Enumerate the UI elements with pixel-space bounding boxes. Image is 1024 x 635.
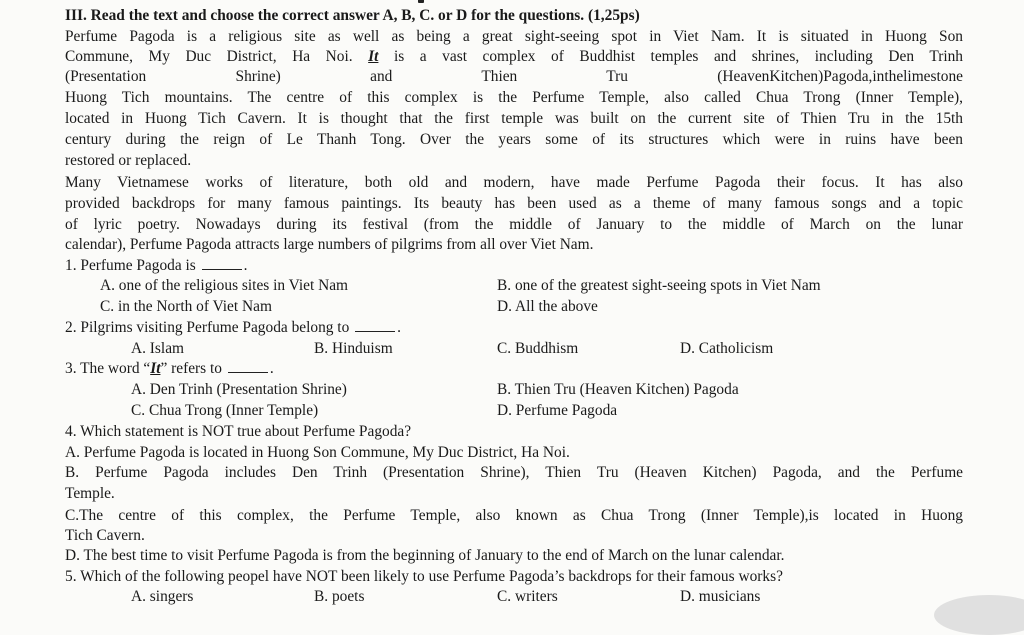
question-5-stem: 5. Which of the following peopel have NOT been likely to use Perfume Pagoda’s backdrops for their famous works? [65,568,783,585]
q4-option-c-cont[interactable]: Tich Cavern. [65,527,145,544]
question-text: 2. Pilgrims visiting Perfume Pagoda belong to [65,319,350,336]
passage-line-4: Huong Tich mountains. The centre of this complex is the Perfume Temple, also called Chua Trong (Inner Temple), [65,89,963,106]
question-tail: . [397,319,402,336]
section-title: III. Read the text and choose the correct answer A, B, C. or D for the questions. (1,25ps) [65,7,640,24]
answer-blank [228,359,268,373]
q1-option-a[interactable]: A. one of the religious sites in Viet Nam [100,277,348,294]
q5-option-b[interactable]: B. poets [314,588,365,605]
passage-line-11: calendar), Perfume Pagoda attracts large numbers of pilgrims from all over Viet Nam. [65,236,594,253]
passage-text: is a vast complex of Buddhist temples and shrines, including Den Trinh [393,48,963,65]
q5-option-a[interactable]: A. singers [131,588,194,605]
q2-option-b[interactable]: B. Hinduism [314,340,393,357]
question-tail: . [243,257,248,274]
q2-option-d[interactable]: D. Catholicism [680,340,774,357]
q1-option-b[interactable]: B. one of the greatest sight-seeing spots in Viet Nam [497,277,821,294]
q2-option-c[interactable]: C. Buddhism [497,340,579,357]
q4-option-d[interactable]: D. The best time to visit Perfume Pagoda is from the beginning of January to the end of March on the lunar calendar. [65,547,785,564]
passage-line-10: of lyric poetry. Nowadays during its festival (from the middle of January to the middle of March on the lunar [65,216,963,233]
q4-option-a[interactable]: A. Perfume Pagoda is located in Huong Son Commune, My Duc District, Ha Noi. [65,444,570,461]
q1-option-c[interactable]: C. in the North of Viet Nam [100,298,272,315]
question-2-stem [65,318,963,338]
passage-line-8: Many Vietnamese works of literature, both old and modern, have made Perfume Pagoda their focus. It has also [65,174,963,191]
question-tail: . [269,360,274,377]
q4-option-b[interactable]: B. Perfume Pagoda includes Den Trinh (Presentation Shrine), Thien Tru (Heaven Kitchen) Pagoda, and the Perfume [65,464,963,481]
q3-option-d[interactable]: D. Perfume Pagoda [497,402,618,419]
photo-shadow [934,595,1024,635]
q1-option-d[interactable]: D. All the above [497,298,598,315]
highlighted-word-it: It [150,360,161,377]
question-4-stem: 4. Which statement is NOT true about Perfume Pagoda? [65,423,412,440]
question-text: ” refers to [160,360,222,377]
passage-line-6: century during the reign of Le Thanh Tong. Over the years some of its structures which were in ruins have been [65,131,963,148]
question-3-stem [65,359,963,379]
answer-blank [355,318,395,332]
q2-option-a[interactable]: A. Islam [131,340,185,357]
passage-line-1: Perfume Pagoda is a religious site as well as being a great sight-seeing spot in Viet Nam. It is situated in Huong Son [65,28,963,45]
q3-option-a[interactable]: A. Den Trinh (Presentation Shrine) [131,381,347,398]
q5-option-c[interactable]: C. writers [497,588,558,605]
passage-text: Commune, My Duc District, Ha Noi. [65,48,353,65]
passage-line-7: restored or replaced. [65,152,192,169]
answer-blank [202,256,242,270]
question-text: 1. Perfume Pagoda is [65,257,196,274]
question-1-stem [65,256,963,276]
passage-line-9: provided backdrops for many famous paintings. Its beauty has been used as a theme of many famous songs and a topic [65,195,963,212]
q3-option-b[interactable]: B. Thien Tru (Heaven Kitchen) Pagoda [497,381,739,398]
passage-line-3: (Presentation Shrine) and Thien Tru (HeavenKitchen)Pagoda,inthelimestone [65,68,963,85]
passage-line-2 [65,47,963,67]
highlighted-word-it: It [368,48,379,65]
q3-option-c[interactable]: C. Chua Trong (Inner Temple) [131,402,319,419]
q4-option-b-cont[interactable]: Temple. [65,485,115,502]
passage-line-5: located in Huong Tich Cavern. It is thought that the first temple was built on the current site of Thien Tru in the 15th [65,110,963,127]
ink-mark [418,0,424,3]
q5-option-d[interactable]: D. musicians [680,588,761,605]
q4-option-c[interactable]: C.The centre of this complex, the Perfume Temple, also known as Chua Trong (Inner Temple),is located in Huong [65,507,963,524]
question-text: 3. The word “ [65,360,151,377]
